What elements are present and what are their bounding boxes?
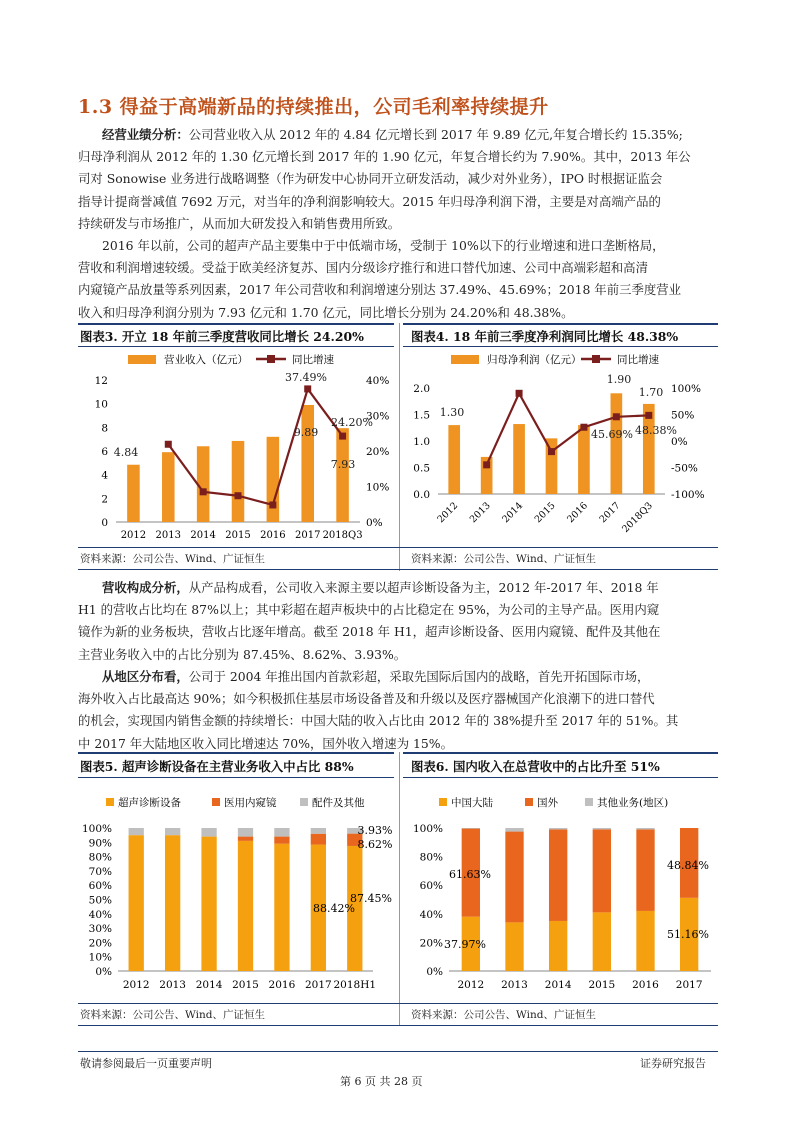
stack-segment (549, 921, 567, 971)
y-right-tick-label: -50% (671, 462, 698, 475)
x-tick-label: 2013 (501, 979, 528, 991)
y-tick-label: 60% (88, 880, 112, 893)
x-tick-label: 2012 (120, 530, 147, 541)
y-tick-label: 20% (419, 937, 443, 950)
stack-segment (201, 837, 216, 971)
x-tick-label: 2017 (675, 979, 703, 991)
legend-label: 医用内窥镜 (224, 797, 277, 809)
growth-marker (613, 413, 620, 420)
x-tick-label: 2018Q3 (620, 500, 655, 536)
x-tick-label: 2013 (467, 500, 493, 526)
bar (578, 425, 590, 494)
fig3-title: 图表3. 开立 18 年前三季度营收同比增长 24.20% (80, 329, 364, 344)
data-label: 37.49% (285, 371, 327, 384)
stack-segment (238, 841, 253, 971)
legend-revenue: 营业收入（亿元） (164, 354, 248, 366)
y-left-tick-label: 0 (101, 517, 108, 529)
legend-label: 超声诊断设备 (118, 797, 181, 809)
legend-net-profit: 归母净利润（亿元） (487, 354, 582, 366)
y-right-tick-label: -100% (671, 489, 705, 501)
y-right-tick-label: 30% (366, 410, 390, 423)
stack-segment (274, 844, 289, 971)
fig6-head-rule (403, 777, 718, 778)
stack-segment (636, 911, 654, 971)
fig4-top-rule (403, 323, 718, 325)
growth-marker (645, 412, 652, 419)
y-left-tick-label: 12 (94, 375, 108, 387)
y-right-tick-label: 10% (366, 481, 390, 494)
stack-segment (129, 828, 144, 835)
footer-report-type: 证券研究报告 (640, 1057, 706, 1070)
bar (546, 438, 558, 494)
stack-segment (505, 832, 523, 923)
fig4-title: 图表4. 18 年前三季度净利润同比增长 48.38% (411, 329, 679, 344)
x-tick-label: 2012 (457, 979, 485, 991)
x-tick-label: 2015 (532, 500, 558, 526)
y-tick-label: 40% (88, 908, 112, 921)
fig3-chart (78, 348, 394, 546)
fig5-source: 资料来源：公司公告、Wind、广证恒生 (80, 1009, 265, 1021)
stack-segment (165, 828, 180, 835)
stack-segment (549, 828, 567, 829)
y-tick-label: 20% (88, 937, 112, 950)
data-label: 1.30 (439, 406, 465, 419)
bar (301, 405, 314, 522)
y-left-tick-label: 10 (94, 398, 108, 411)
data-label: 1.70 (638, 386, 664, 399)
stack-segment (636, 828, 654, 829)
growth-marker (235, 492, 242, 499)
y-tick-label: 60% (419, 880, 443, 893)
y-right-tick-label: 40% (366, 375, 390, 387)
x-tick-label: 2016 (565, 500, 591, 526)
stack-segment (311, 834, 326, 845)
y-tick-label: 80% (88, 851, 112, 864)
para-lead: 经营业绩分析： (102, 127, 189, 142)
stack-segment (274, 828, 289, 837)
page-number: 第 6 页 共 28 页 (340, 1075, 423, 1088)
data-label: 3.93% (357, 824, 393, 837)
bar (513, 424, 525, 494)
stack-segment (238, 837, 253, 841)
legend-label: 中国大陆 (451, 797, 493, 809)
fig4-chart (403, 348, 718, 546)
fig5-head-rule (78, 777, 394, 778)
x-tick-label: 2015 (232, 979, 259, 991)
fig4-source: 资料来源：公司公告、Wind、广证恒生 (411, 553, 596, 565)
data-label: 9.89 (293, 426, 319, 439)
y-right-tick-label: 0% (366, 517, 383, 529)
fig34-bottom-rule (78, 547, 718, 548)
stack-segment (636, 829, 654, 911)
stack-segment (505, 922, 523, 971)
fig6-top-rule (403, 752, 718, 754)
y-right-tick-label: 0% (671, 436, 688, 448)
legend-line-marker (267, 355, 275, 363)
y-tick-label: 30% (88, 923, 112, 936)
y-tick-label: 70% (88, 865, 112, 878)
legend-swatch (439, 798, 447, 806)
stack-segment (593, 912, 611, 971)
legend-label: 国外 (537, 797, 558, 809)
growth-marker (580, 424, 587, 431)
data-label: 8.62% (357, 838, 393, 851)
data-label: 45.69% (591, 428, 633, 441)
paragraph-revenue-structure: 营收构成分析，从产品构成看，公司收入来源主要以超声诊断设备为主，2012 年-2017 年、2018 年 H1 的营收占比均在 87%以上；其中彩超在超声板块中的占比稳定在 95%，为公司的主导产品。医用内窥 镜作为新的业务板块，营收占比逐年增高。截至 2018 年 H1，超声诊断设备、医用内窥镜、配件及其他在 主营业务收入中的占比分别为 87.45%、8.62%、3.93%。 (78, 580, 661, 662)
x-tick-label: 2017 (597, 500, 623, 526)
data-label: 51.16% (667, 928, 709, 941)
data-label: 7.93 (330, 458, 356, 471)
legend-swatch (585, 798, 593, 806)
growth-marker (304, 385, 311, 392)
fig56-bottom-rule (78, 1003, 718, 1004)
y-tick-label: 0% (426, 966, 443, 978)
x-tick-label: 2013 (155, 530, 182, 541)
stack-segment (238, 828, 253, 837)
x-tick-label: 2016 (268, 979, 296, 991)
y-left-tick-label: 0.0 (413, 489, 430, 501)
y-left-tick-label: 2.0 (413, 383, 430, 395)
growth-marker (200, 488, 207, 495)
legend-swatch (212, 798, 220, 806)
x-tick-label: 2017 (294, 530, 321, 541)
data-label: 1.90 (606, 373, 632, 386)
bar (611, 393, 623, 494)
x-tick-label: 2017 (304, 979, 332, 991)
fig6-title: 图表6. 国内收入在总营收中的占比升至 51% (411, 759, 660, 774)
growth-marker (483, 461, 490, 468)
legend-growth: 同比增速 (292, 354, 334, 366)
x-tick-label: 2015 (225, 530, 251, 541)
footer-rule (78, 1051, 718, 1052)
y-left-tick-label: 2 (101, 493, 108, 506)
y-tick-label: 80% (419, 851, 443, 864)
data-label: 37.97% (444, 938, 486, 951)
bar (127, 465, 140, 522)
y-left-tick-label: 1.5 (413, 409, 430, 422)
fig34-divider (399, 323, 400, 571)
x-tick-label: 2014 (195, 979, 223, 991)
stack-segment (462, 828, 480, 829)
legend-label: 配件及其他 (312, 797, 365, 809)
growth-marker (516, 390, 523, 397)
y-tick-label: 40% (419, 908, 443, 921)
fig5-chart (78, 780, 394, 1000)
fig34-source-rule (78, 569, 718, 570)
y-tick-label: 90% (88, 837, 112, 850)
stack-segment (505, 828, 523, 832)
fig56-divider (399, 752, 400, 1025)
legend-swatch (525, 798, 533, 806)
data-label: 4.84 (113, 446, 139, 459)
growth-marker (339, 433, 346, 440)
data-label: 87.45% (350, 892, 392, 905)
growth-marker (165, 441, 172, 448)
stack-segment (129, 835, 144, 971)
y-right-tick-label: 50% (671, 409, 695, 422)
growth-marker (269, 501, 276, 508)
growth-line (168, 389, 342, 505)
fig6-chart (403, 780, 718, 1000)
bar (336, 428, 349, 522)
y-tick-label: 100% (412, 823, 443, 835)
y-right-tick-label: 20% (366, 446, 390, 458)
footer-disclaimer: 敬请参阅最后一页重要声明 (80, 1057, 212, 1070)
y-left-tick-label: 0.5 (413, 462, 430, 475)
stack-segment (165, 835, 180, 971)
bar (448, 425, 460, 494)
stack-segment (593, 829, 611, 912)
data-label: 61.63% (449, 868, 491, 881)
fig3-head-rule (78, 346, 394, 347)
legend-swatch (106, 798, 114, 806)
x-tick-label: 2018Q3 (322, 530, 363, 541)
x-tick-label: 2014 (190, 530, 216, 541)
y-right-tick-label: 100% (671, 383, 702, 395)
fig56-source-rule (78, 1025, 718, 1026)
x-tick-label: 2014 (500, 500, 526, 526)
fig3-top-rule (78, 323, 394, 325)
data-label: 88.42% (313, 902, 355, 915)
paragraph-performance: 经营业绩分析：公司营业收入从 2012 年的 4.84 亿元增长到 2017 年 9.89 亿元,年复合增长约 15.35%; 归母净利润从 2012 年的 1.30 亿元增长到 2017 年的 1.90 亿元，年复合增长约为 7.90%。其中，2013 年公 司对 Sonowise 业务进行战略调整（作为研发中心协同开立研发活动，减少对外业务），IPO 时根据证监会 指导计提商誉减值 7692 万元，对当年的净利润影响较大。2015 年归母净利润下滑，主要是对高端产品的 持续研发与市场推广，从而加大研发投入和销售费用所致。 (78, 127, 691, 231)
y-left-tick-label: 6 (101, 446, 108, 458)
paragraph-growth: 2016 年以前，公司的超声产品主要集中于中低端市场，受制于 10%以下的行业增速和进口垄断格局， 营收和利润增速较缓。受益于欧美经济复苏、国内分级诊疗推行和进口替代加速、公司中高端彩超和高清 内窥镜产品放量等系列因素，2017 年公司营收和利润增速分别达 37.49%、45.69%；2018 年前三季度营业 收入和归母净利润分别为 7.93 亿元和 1.70 亿元，同比增长分别为 24.20%和 48.38%。 (78, 238, 682, 320)
fig6-source: 资料来源：公司公告、Wind、广证恒生 (411, 1009, 596, 1021)
y-left-tick-label: 4 (101, 469, 108, 482)
legend-growth: 同比增速 (617, 354, 659, 366)
bar (162, 452, 175, 522)
section-title: 1.3 得益于高端新品的持续推出，公司毛利率持续提升 (78, 96, 549, 118)
growth-marker (548, 448, 555, 455)
stack-segment (311, 828, 326, 834)
data-label: 48.84% (667, 859, 709, 872)
x-tick-label: 2016 (632, 979, 659, 991)
x-tick-label: 2014 (544, 979, 572, 991)
stack-segment (549, 829, 567, 921)
fig5-top-rule (78, 752, 394, 754)
legend-bar-swatch (451, 355, 479, 364)
data-label: 48.38% (635, 424, 677, 437)
x-tick-label: 2012 (122, 979, 150, 991)
x-tick-label: 2016 (260, 530, 286, 541)
y-tick-label: 50% (88, 894, 112, 907)
x-tick-label: 2012 (435, 500, 461, 526)
legend-line-marker (592, 355, 600, 363)
y-tick-label: 0% (95, 966, 112, 978)
legend-label: 其他业务(地区) (597, 797, 669, 809)
bar (267, 437, 280, 522)
fig5-title: 图表5. 超声诊断设备在主营业务收入中占比 88% (80, 759, 354, 774)
bar (232, 441, 245, 522)
x-tick-label: 2018H1 (333, 979, 377, 991)
stack-segment (274, 837, 289, 844)
data-label: 24.20% (331, 416, 373, 429)
y-tick-label: 100% (81, 823, 112, 835)
legend-bar-swatch (128, 355, 156, 364)
y-tick-label: 10% (88, 951, 112, 964)
x-tick-label: 2015 (588, 979, 616, 991)
y-left-tick-label: 8 (101, 422, 108, 435)
legend-swatch (300, 798, 308, 806)
x-tick-label: 2013 (159, 979, 187, 991)
paragraph-region: 从地区分布看，公司于 2004 年推出国内首款彩超，采取先国际后国内的战略，首先开拓国际市场， 海外收入占比最高达 90%；如今积极抓住基层市场设备普及和升级以及医疗器械国产化浪潮下的进口替代 的机会，实现国内销售金额的持续增长：中国大陆的收入占比由 2012 年的 38%提升至 2017 年的 51%。其 中 2017 年大陆地区收入同比增速达 70%，国外收入增速为 15%。 (78, 669, 679, 751)
y-left-tick-label: 1.0 (413, 436, 430, 448)
fig3-source: 资料来源：公司公告、Wind、广证恒生 (80, 553, 265, 565)
fig4-head-rule (403, 346, 718, 347)
stack-segment (593, 828, 611, 829)
stack-segment (201, 828, 216, 837)
